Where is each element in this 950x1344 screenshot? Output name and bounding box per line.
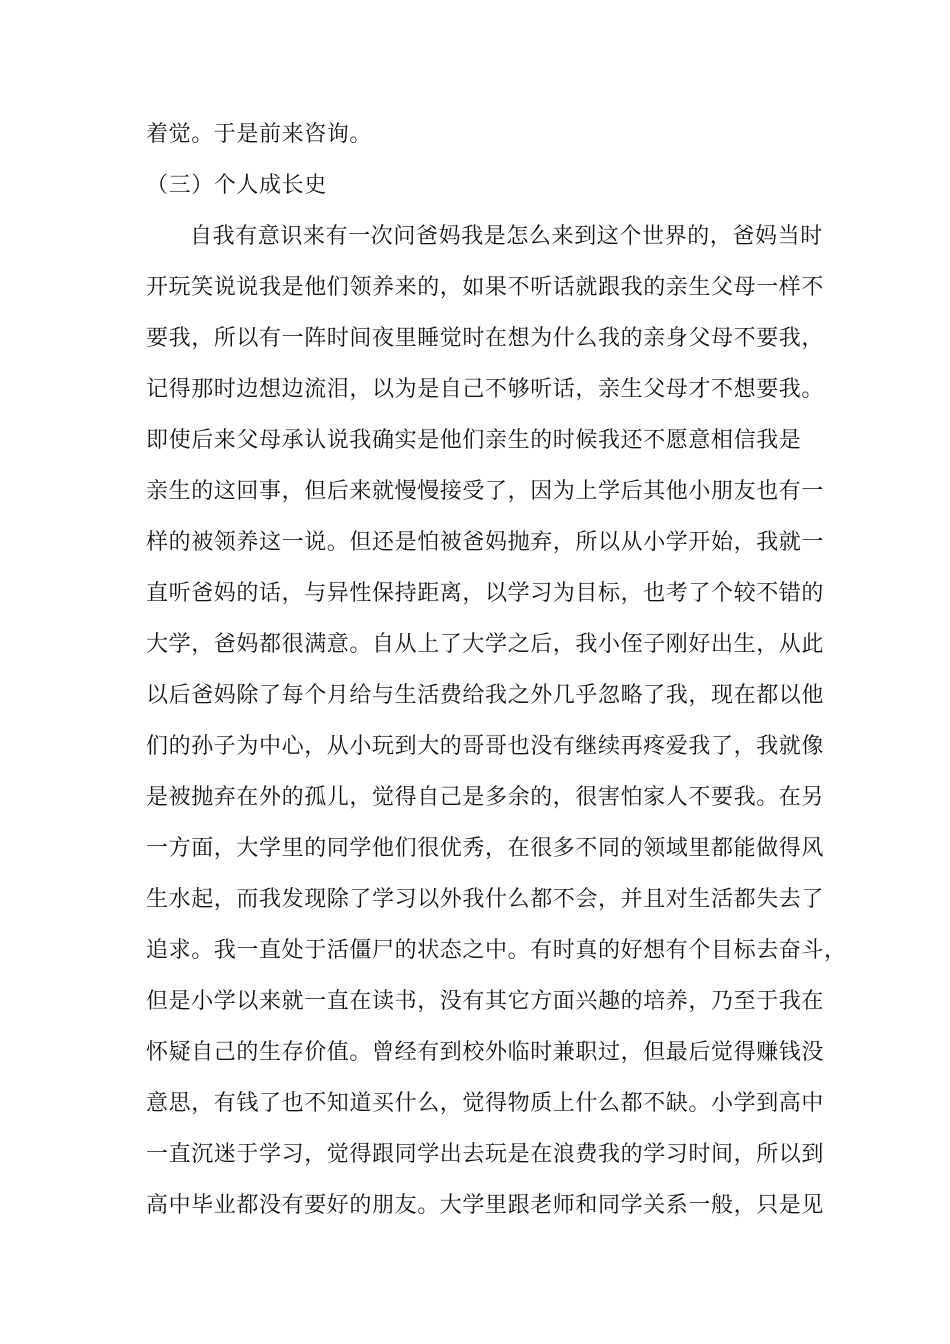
text-line: 要我，所以有一阵时间夜里睡觉时在想为什么我的亲身父母不要我，	[146, 326, 825, 351]
text-line: 生水起，而我发现除了学习以外我什么都不会，并且对生活都失去了	[146, 887, 825, 912]
text-line: 样的被领养这一说。但还是怕被爸妈抛弃，所以从小学开始，我就一	[146, 530, 825, 555]
text-line: 即使后来父母承认说我确实是他们亲生的时候我还不愿意相信我是	[146, 428, 802, 453]
text-line: 高中毕业都没有要好的朋友。大学里跟老师和同学关系一般，只是见	[146, 1193, 825, 1218]
text-line: 一直沉迷于学习，觉得跟同学出去玩是在浪费我的学习时间，所以到	[146, 1142, 825, 1167]
text-line: 大学，爸妈都很满意。自从上了大学之后，我小侄子刚好出生，从此	[146, 632, 825, 657]
text-line: 直听爸妈的话，与异性保持距离，以学习为目标，也考了个较不错的	[146, 581, 825, 606]
text-line: 怀疑自己的生存价值。曾经有到校外临时兼职过，但最后觉得赚钱没	[146, 1040, 825, 1065]
text-line: 但是小学以来就一直在读书，没有其它方面兴趣的培养，乃至于我在	[146, 989, 825, 1014]
text-line: 们的孙子为中心，从小玩到大的哥哥也没有继续再疼爱我了，我就像	[146, 734, 825, 759]
text-line: 以后爸妈除了每个月给与生活费给我之外几乎忽略了我，现在都以他	[146, 683, 825, 708]
text-line: 亲生的这回事，但后来就慢慢接受了，因为上学后其他小朋友也有一	[146, 479, 825, 504]
text-line: 着觉。于是前来咨询。	[146, 122, 373, 147]
paragraph-first-line: 自我有意识来有一次问爸妈我是怎么来到这个世界的，爸妈当时	[190, 224, 823, 249]
text-line: 一方面，大学里的同学他们很优秀，在很多不同的领域里都能做得风	[146, 836, 825, 861]
text-line: 意思，有钱了也不知道买什么，觉得物质上什么都不缺。小学到高中	[146, 1091, 825, 1116]
text-line: 记得那时边想边流泪，以为是自己不够听话，亲生父母才不想要我。	[146, 377, 825, 402]
text-line: 是被抛弃在外的孤儿，觉得自己是多余的，很害怕家人不要我。在另	[146, 785, 825, 810]
text-line: 开玩笑说说我是他们领养来的，如果不听话就跟我的亲生父母一样不	[146, 275, 825, 300]
section-heading: （三）个人成长史	[146, 173, 327, 198]
text-line: 追求。我一直处于活僵尸的状态之中。有时真的好想有个目标去奋斗，	[146, 938, 847, 963]
